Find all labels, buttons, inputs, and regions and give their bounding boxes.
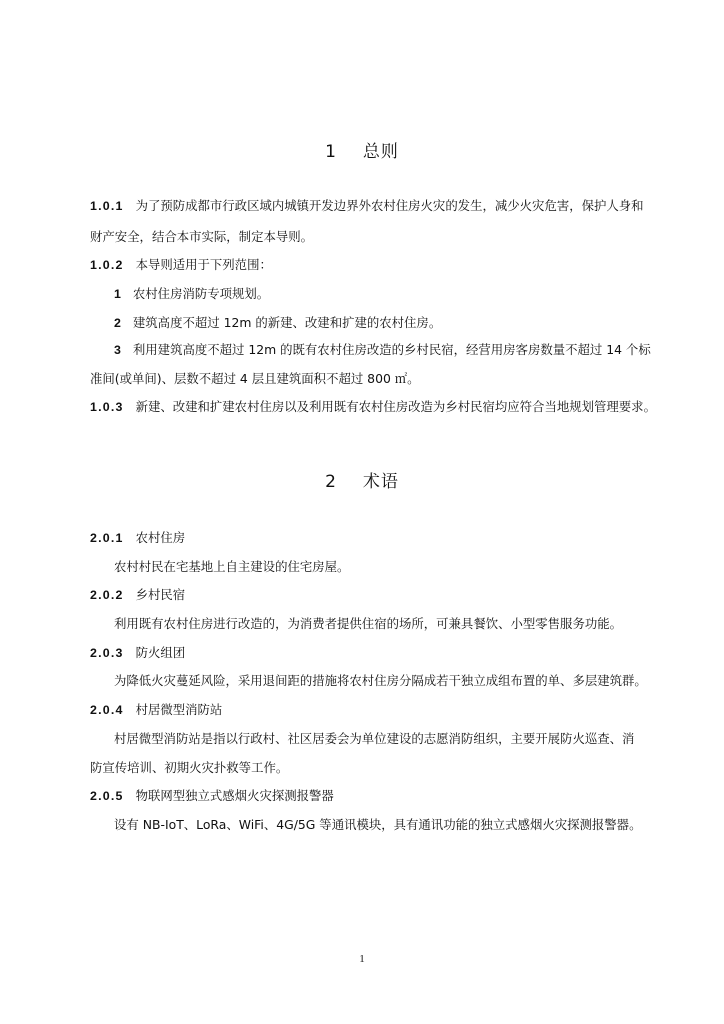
term-2-0-4 — [90, 702, 222, 718]
chapter-2-heading — [0, 472, 724, 492]
term-number: 2.0.4 — [90, 703, 124, 717]
item-number: 2 — [114, 316, 121, 330]
chapter-number: 1 — [325, 142, 337, 162]
term-name: 物联网型独立式感烟火灾探测报警器 — [135, 788, 334, 803]
term-definition — [114, 673, 647, 689]
term-definition — [114, 559, 349, 575]
definition-text: 农村村民在宅基地上自主建设的住宅房屋。 — [114, 559, 350, 574]
term-number: 2.0.5 — [90, 789, 124, 803]
item-number: 3 — [114, 343, 121, 357]
clause-1-0-2 — [90, 257, 272, 273]
definition-text: 村居微型消防站是指以行政村、社区居委会为单位建设的志愿消防组织，主要开展防火巡查、消 — [114, 731, 635, 746]
chapter-title: 总则 — [362, 142, 399, 162]
definition-text: 利用既有农村住房进行改造的，为消费者提供住宿的场所，可兼具餐饮、小型零售服务功能。 — [114, 616, 623, 631]
term-definition — [114, 616, 622, 632]
chapter-title: 术语 — [362, 472, 399, 492]
term-number: 2.0.3 — [90, 646, 124, 660]
term-2-0-1 — [90, 530, 185, 546]
item-text: 利用建筑高度不超过 12m 的既有农村住房改造的乡村民宿，经营用房客房数量不超过 14 个标 — [132, 342, 651, 357]
term-2-0-5 — [90, 788, 334, 804]
chapter-1-heading — [0, 142, 724, 162]
item-text: 建筑高度不超过 12m 的新建、改建和扩建的农村住房。 — [132, 315, 442, 330]
item-text: 农村住房消防专项规划。 — [132, 286, 270, 301]
clause-number: 1.0.2 — [90, 258, 124, 272]
term-name: 防火组团 — [135, 645, 186, 660]
page-number: 1 — [359, 953, 365, 965]
chapter-number: 2 — [325, 472, 337, 492]
clause-text: 新建、改建和扩建农村住房以及利用既有农村住房改造为乡村民宿均应符合当地规划管理要求。 — [135, 399, 656, 414]
term-number: 2.0.2 — [90, 588, 124, 602]
clause-text: 财产安全，结合本市实际，制定本导则。 — [90, 229, 314, 244]
term-2-0-2 — [90, 587, 185, 603]
clause-1-0-1 — [90, 198, 644, 214]
definition-text: 为降低火灾蔓延风险，采用退间距的措施将农村住房分隔成若干独立成组布置的单、多层建筑群。 — [114, 673, 647, 688]
term-number: 2.0.1 — [90, 531, 124, 545]
term-name: 乡村民宿 — [135, 587, 186, 602]
list-item-2 — [114, 315, 441, 331]
clause-text: 本导则适用于下列范围： — [135, 257, 272, 272]
list-item-1 — [114, 286, 269, 302]
term-definition — [114, 731, 634, 747]
clause-1-0-1-continuation — [90, 229, 313, 245]
term-definition — [114, 817, 641, 833]
definition-text: 设有 NB-IoT、LoRa、WiFi、4G/5G 等通讯模块，具有通讯功能的独立式感烟火灾探测报警器。 — [114, 817, 642, 832]
list-item-3-continuation — [90, 371, 420, 387]
term-2-0-3 — [90, 645, 185, 661]
term-definition-continuation — [90, 760, 288, 776]
item-number: 1 — [114, 287, 121, 301]
item-text: 准间(或单间)、层数不超过 4 层且建筑面积不超过 800 ㎡。 — [90, 371, 420, 386]
clause-1-0-3 — [90, 399, 656, 415]
term-name: 村居微型消防站 — [135, 702, 223, 717]
list-item-3 — [114, 342, 651, 358]
clause-number: 1.0.3 — [90, 400, 124, 414]
clause-number: 1.0.1 — [90, 199, 124, 213]
clause-text: 为了预防成都市行政区域内城镇开发边界外农村住房火灾的发生，减少火灾危害，保护人身和 — [135, 198, 644, 213]
definition-text: 防宣传培训、初期火灾扑救等工作。 — [90, 760, 289, 775]
term-name: 农村住房 — [135, 530, 186, 545]
